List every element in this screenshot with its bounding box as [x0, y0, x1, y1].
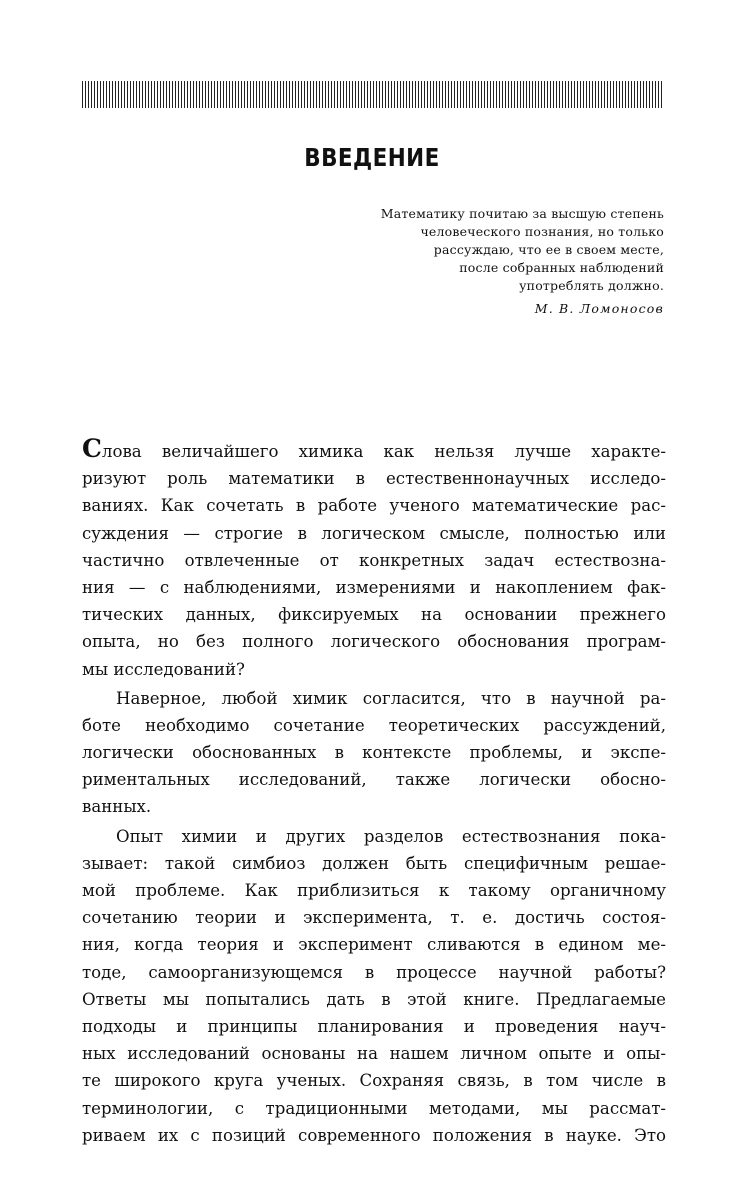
- text-line: мы исследований?: [82, 659, 245, 679]
- text-line: зывает: такой симбиоз должен быть специфичным решае-: [82, 853, 666, 873]
- epigraph-line: человеческого познания, но только: [420, 224, 664, 239]
- text-line: тоде, самоорганизующемся в процессе научной работы?: [82, 962, 666, 982]
- text-line: ных исследований основаны на нашем личном опыте и опы-: [82, 1044, 666, 1064]
- text-line: ванных.: [82, 797, 152, 817]
- epigraph-line: после собранных наблюдений: [459, 260, 664, 275]
- text-line: терминологии, с традиционными методами, мы рассмат-: [82, 1098, 666, 1118]
- text-line: подходы и принципы планирования и проведения науч-: [82, 1016, 666, 1036]
- decorative-header-rule: [82, 81, 663, 108]
- text-line: ния, когда теория и эксперимент сливаются в едином ме-: [82, 935, 666, 955]
- text-line: опыта, но без полного логического обоснования програм-: [82, 632, 666, 652]
- text-line: ризуют роль математики в естественнонаучных исследо-: [82, 469, 666, 489]
- body-text: [82, 434, 666, 1149]
- text-line: Слова величайшего химика как нельзя лучше характе-: [82, 434, 666, 463]
- text-line: логически обоснованных в контексте проблемы, и экспе-: [82, 743, 666, 763]
- text-line: ваниях. Как сочетать в работе ученого математические рас-: [82, 496, 666, 516]
- epigraph: [244, 205, 664, 318]
- epigraph-author: М. В. Ломоносов: [534, 301, 664, 316]
- text-line: частично отвлеченные от конкретных задач естествозна-: [82, 550, 666, 570]
- text-line: риваем их с позиций современного положения в науке. Это: [82, 1125, 666, 1145]
- epigraph-line: употреблять должно.: [519, 278, 664, 293]
- text-line: риментальных исследований, также логически обосно-: [82, 770, 666, 790]
- chapter-title: ВВЕДЕНИЕ: [304, 143, 440, 172]
- text-line: боте необходимо сочетание теоретических рассуждений,: [82, 715, 666, 735]
- epigraph-line: Математику почитаю за высшую степень: [380, 206, 664, 221]
- text-line: суждения — строгие в логическом смысле, полностью или: [82, 523, 666, 543]
- epigraph-line: рассуждаю, что ее в своем месте,: [433, 242, 664, 257]
- text-line: Ответы мы попытались дать в этой книге. Предлагаемые: [82, 989, 666, 1009]
- drop-cap: С: [82, 434, 102, 463]
- text-line: Наверное, любой химик согласится, что в научной ра-: [116, 688, 666, 708]
- text-line: ния — с наблюдениями, измерениями и накоплением фак-: [82, 577, 666, 597]
- text-line: те широкого круга ученых. Сохраняя связь, в том числе в: [82, 1071, 666, 1091]
- text-line: тических данных, фиксируемых на основании прежнего: [82, 605, 666, 625]
- text-line: сочетанию теории и эксперимента, т. е. достичь состоя-: [82, 908, 666, 928]
- text-line: мой проблеме. Как приблизиться к такому органичному: [82, 881, 666, 900]
- text-line: Опыт химии и других разделов естествознания пока-: [116, 826, 666, 846]
